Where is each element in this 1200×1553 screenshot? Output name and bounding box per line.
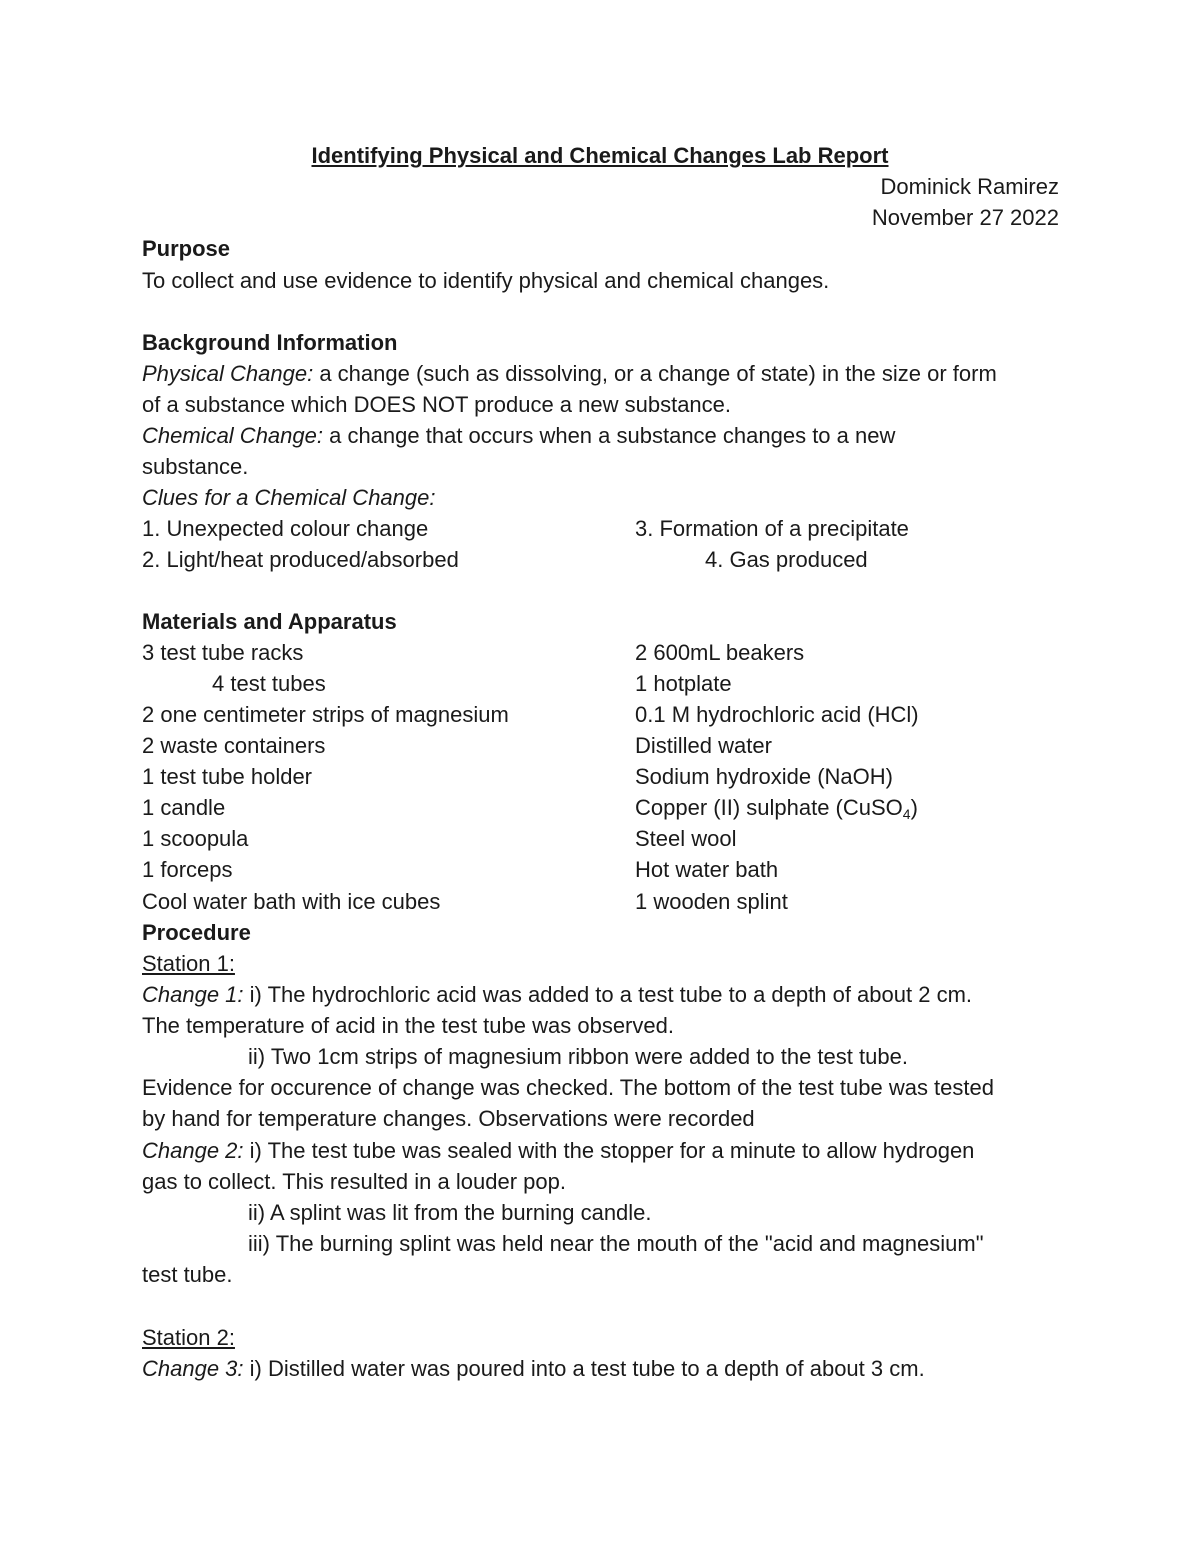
material-item: Steel wool bbox=[635, 826, 737, 851]
clue-item: 1. Unexpected colour change bbox=[142, 516, 429, 541]
material-item: 1 candle bbox=[142, 795, 226, 820]
material-text: Copper (II) sulphate (CuSO bbox=[635, 795, 903, 820]
material-item: 1 hotplate bbox=[635, 671, 732, 696]
chemical-change-term: Chemical Change: bbox=[142, 423, 323, 448]
subscript: 4 bbox=[902, 806, 911, 822]
material-item: 1 scoopula bbox=[142, 826, 249, 851]
material-item: 0.1 M hydrochloric acid (HCl) bbox=[635, 702, 919, 727]
clues-heading: Clues for a Chemical Change: bbox=[142, 485, 436, 510]
material-item: Hot water bath bbox=[635, 857, 779, 882]
material-item-copper-sulphate bbox=[635, 795, 918, 821]
chemical-change-continued: substance. bbox=[142, 454, 249, 479]
material-item: 1 test tube holder bbox=[142, 764, 313, 789]
chemical-change-text: a change that occurs when a substance changes to a new bbox=[322, 423, 896, 448]
step-text: i) The hydrochloric acid was added to a test tube to a depth of about 2 cm. bbox=[243, 982, 973, 1007]
change-1-label: Change 1: bbox=[142, 982, 244, 1007]
step-text: ii) Two 1cm strips of magnesium ribbon were added to the test tube. bbox=[248, 1044, 908, 1069]
material-item: 3 test tube racks bbox=[142, 640, 304, 665]
physical-change-text: a change (such as dissolving, or a change of state) in the size or form bbox=[313, 361, 997, 386]
purpose-heading: Purpose bbox=[142, 236, 231, 261]
background-heading: Background Information bbox=[142, 330, 398, 355]
step-text: Evidence for occurence of change was checked. The bottom of the test tube was tested bbox=[142, 1075, 994, 1100]
station-1-heading: Station 1: bbox=[142, 951, 235, 976]
close-paren: ) bbox=[910, 795, 918, 820]
purpose-text: To collect and use evidence to identify physical and chemical changes. bbox=[142, 268, 830, 293]
procedure-heading: Procedure bbox=[142, 920, 251, 945]
materials-heading: Materials and Apparatus bbox=[142, 609, 397, 634]
report-title: Identifying Physical and Chemical Changes Lab Report bbox=[311, 143, 889, 168]
physical-change-definition bbox=[142, 361, 997, 387]
material-item: 2 waste containers bbox=[142, 733, 326, 758]
material-item: 1 wooden splint bbox=[635, 889, 788, 914]
station-2-heading: Station 2: bbox=[142, 1325, 235, 1350]
change-3-step bbox=[142, 1356, 925, 1382]
change-2-step bbox=[142, 1138, 974, 1164]
step-text: gas to collect. This resulted in a louder pop. bbox=[142, 1169, 566, 1194]
clue-item: 4. Gas produced bbox=[705, 547, 868, 572]
author-name: Dominick Ramirez bbox=[880, 174, 1059, 199]
change-3-label: Change 3: bbox=[142, 1356, 244, 1381]
material-item: Sodium hydroxide (NaOH) bbox=[635, 764, 893, 789]
step-text: The temperature of acid in the test tube was observed. bbox=[142, 1013, 674, 1038]
change-1-step bbox=[142, 982, 972, 1008]
step-text: ii) A splint was lit from the burning candle. bbox=[248, 1200, 652, 1225]
step-text: iii) The burning splint was held near the mouth of the "acid and magnesium" bbox=[248, 1231, 984, 1256]
clue-item: 2. Light/heat produced/absorbed bbox=[142, 547, 459, 572]
step-text: i) Distilled water was poured into a test tube to a depth of about 3 cm. bbox=[243, 1356, 925, 1381]
material-item: 2 600mL beakers bbox=[635, 640, 805, 665]
clue-item: 3. Formation of a precipitate bbox=[635, 516, 909, 541]
physical-change-term: Physical Change: bbox=[142, 361, 314, 386]
material-item: 2 one centimeter strips of magnesium bbox=[142, 702, 509, 727]
step-text: i) The test tube was sealed with the stopper for a minute to allow hydrogen bbox=[243, 1138, 975, 1163]
change-2-label: Change 2: bbox=[142, 1138, 244, 1163]
material-item: Distilled water bbox=[635, 733, 772, 758]
material-item: 4 test tubes bbox=[212, 671, 326, 696]
physical-change-continued: of a substance which DOES NOT produce a new substance. bbox=[142, 392, 732, 417]
report-date: November 27 2022 bbox=[871, 205, 1059, 230]
material-item: 1 forceps bbox=[142, 857, 233, 882]
material-item: Cool water bath with ice cubes bbox=[142, 889, 441, 914]
step-text: test tube. bbox=[142, 1262, 233, 1287]
chemical-change-definition bbox=[142, 423, 895, 449]
step-text: by hand for temperature changes. Observations were recorded bbox=[142, 1106, 755, 1131]
